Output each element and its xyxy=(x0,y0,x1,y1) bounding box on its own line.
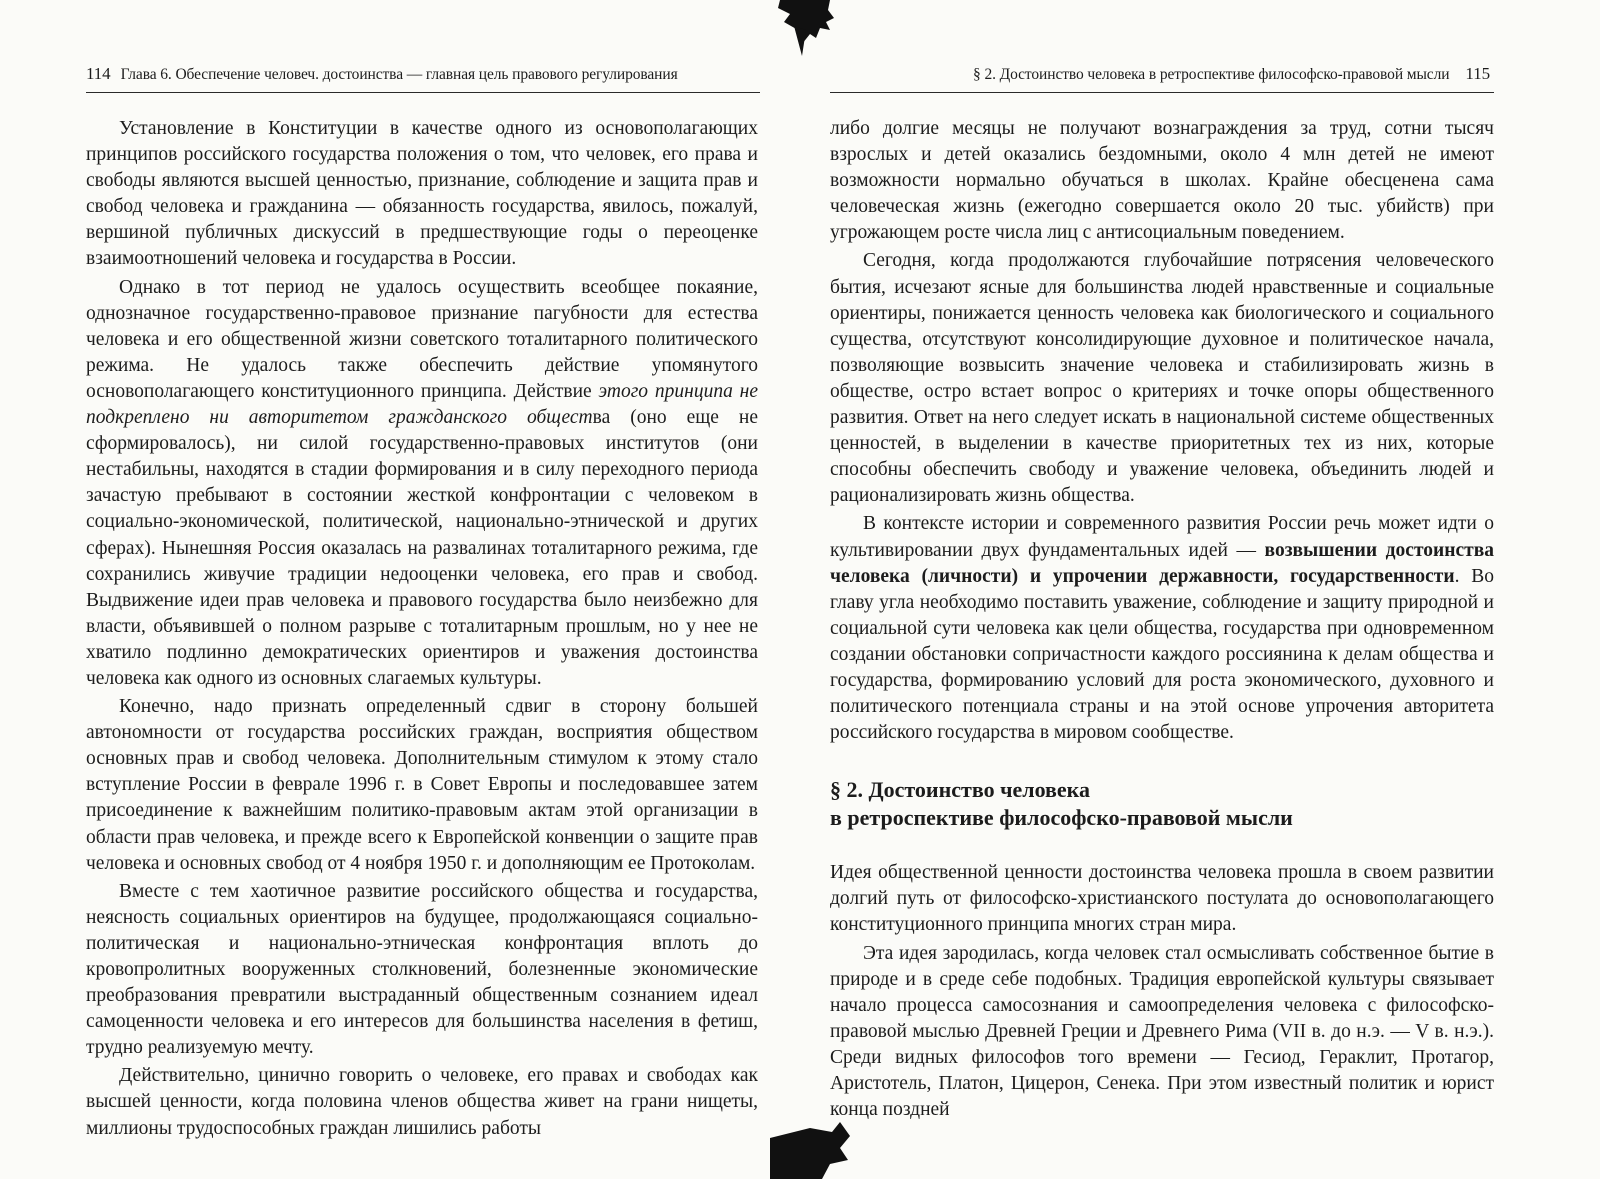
running-head xyxy=(86,64,678,84)
paragraph: Установление в Конституции в качестве одного из основополагающих принципов российского государства положения о том, что человек, его права и свободы являются высшей ценностью, признание, соблюдение и защита прав и свобод человека и гражданина — обязанность государства, явилось, пожалуй, вершиной публичных дискуссий в предшествующие годы о переоценке взаимоотношений человека и государства в России. xyxy=(86,118,758,270)
running-head xyxy=(973,64,1490,84)
paragraph: Конечно, надо признать определенный сдвиг в сторону большей автономности от государства российских граждан, восприятия обществом основных прав и свобод человека. Дополнительным стимулом к этому стало вступление России в феврале 1996 г. в Совет Европы и последовавшее затем присоединение к важнейшим политико-правовым актам этой организации в области прав человека, и прежде всего к Европейской конвенции о защите прав человека и основных свобод от 4 ноября 1950 г. и дополняющим ее Протоколам. xyxy=(86,696,758,874)
running-head-title: Глава 6. Обеспечение человеч. достоинства — главная цель правового регулирования xyxy=(120,66,678,83)
paragraph: В контексте истории и современного развития России речь может идти о культивировании двух фундаментальных идей — возвышении достоинства человека (личности) и упрочении державности, государственности. Во главу угла необходимо поставить уважение, соблюдение и защиту природной и социальной сути человека как цели общества, государства при одновременном создании обстановки сопричастности каждого россиянина к делам общества и государства, формированию условий для роста экономического, духовного и политического потенциала страны и на этой основе упрочения авторитета российского государства в мировом сообществе. xyxy=(830,513,1494,744)
paragraph: Сегодня, когда продолжаются глубочайшие потрясения человеческого бытия, исчезают ясные для большинства людей нравственные и социальные ориентиры, понижается ценность человека как биологического и социального существа, отсутствуют консолидирующие духовное и политическое начала, позволяющие возвысить значение человека и стабилизировать жизнь в обществе, остро встает вопрос о критериях и точке опоры общественного развития. Ответ на него следует искать в национальной системе общественных ценностей, в выделении в качестве приоритетных тех из них, которые способны обеспечить свободу и уважение человека, объединить людей и рационализировать жизнь общества. xyxy=(830,250,1494,507)
paragraph: Действительно, цинично говорить о человеке, его правах и свободах как высшей ценности, когда половина членов общества живет на грани нищеты, миллионы трудоспособных граждан лишились работы xyxy=(86,1065,758,1139)
text-column xyxy=(830,116,1494,1123)
header-rule xyxy=(86,92,760,93)
bold-span: возвышении достоинства человека (личности) и упрочении державности, государственности xyxy=(830,539,1494,587)
paragraph: Эта идея зародилась, когда человек стал осмысливать собственное бытие в природе и в среде себе подобных. Традиция европейской культуры связывает начало процесса самосознания и самоопределения человека с философско-правовой мыслью Древней Греции и Древнего Рима (VII в. до н.э. — V в. н.э.). Среди видных философов того времени — Гесиод, Гераклит, Протагор, Аристотель, Платон, Цицерон, Сенека. При этом известный политик и юрист конца поздней xyxy=(830,942,1494,1121)
header-rule xyxy=(830,92,1494,93)
paragraph: Идея общественной ценности достоинства человека прошла в своем развитии долгий путь от философско-христианского постулата до основополагающего конституционного принципа многих стран мира. xyxy=(830,862,1494,936)
page-number: 115 xyxy=(1465,64,1490,83)
italic-span: этого принципа не подкреплено ни авторитетом гражданского общест xyxy=(86,380,758,429)
page-number: 114 xyxy=(86,64,111,83)
running-head-title: § 2. Достоинство человека в ретроспективе философско-правовой мысли xyxy=(973,66,1450,83)
text-column xyxy=(86,116,758,1142)
paragraph: Вместе с тем хаотичное развитие российского общества и государства, неясность социальных ориентиров на будущее, продолжающаяся социально-политическая и национально-этническая конфронтация вплоть до кровопролитных вооруженных столкновений, болезненные экономические преобразования превратили выстраданный общественным сознанием идеал самоценности человека и его интересов для большинства населения в фетиш, трудно реализуемую мечту. xyxy=(86,880,758,1059)
right-page xyxy=(800,0,1600,1179)
section-heading: § 2. Достоинство человека в ретроспективе философско-правовой мысли xyxy=(830,777,1293,831)
paragraph: либо долгие месяцы не получают вознаграждения за труд, сотни тысяч взрослых и детей оказались бездомными, около 4 млн детей не имеют возможности нормально обучаться в школах. Крайне обесценена сама человеческая жизнь (ежегодно совершается около 20 тыс. убийств) при угрожающем росте числа лиц с антисоциальным поведением. xyxy=(830,118,1494,244)
paragraph: Однако в тот период не удалось осуществить всеобщее покаяние, однозначное государственно-правовое признание пагубности для естества человека и его общественной жизни советского тоталитарного политического режима. Не удалось также обеспечить действие упомянутого основополагающего конституционного принципа. Действие этого принципа не подкреплено ни авторитетом гражданского общества (оно еще не сформировалось), ни силой государственно-правовых институтов (они нестабильны, находятся в стадии формирования и в силу переходного периода зачастую пребывают в состоянии жесткой конфронтации с человеком в социально-экономической, политической, национально-этнической и других сферах). Нынешняя Россия оказалась на развалинах тоталитарного режима, где сохранились живучие традиции недооценки человека, его прав и свобод. Выдвижение идеи прав человека и правового государства было неизбежно для власти, объявившей о полном разрыве с тоталитарным прошлым, но у нее не хватило подлинно демократических ориентиров и уважения достоинства человека как одного из основных слагаемых культуры. xyxy=(86,276,758,689)
